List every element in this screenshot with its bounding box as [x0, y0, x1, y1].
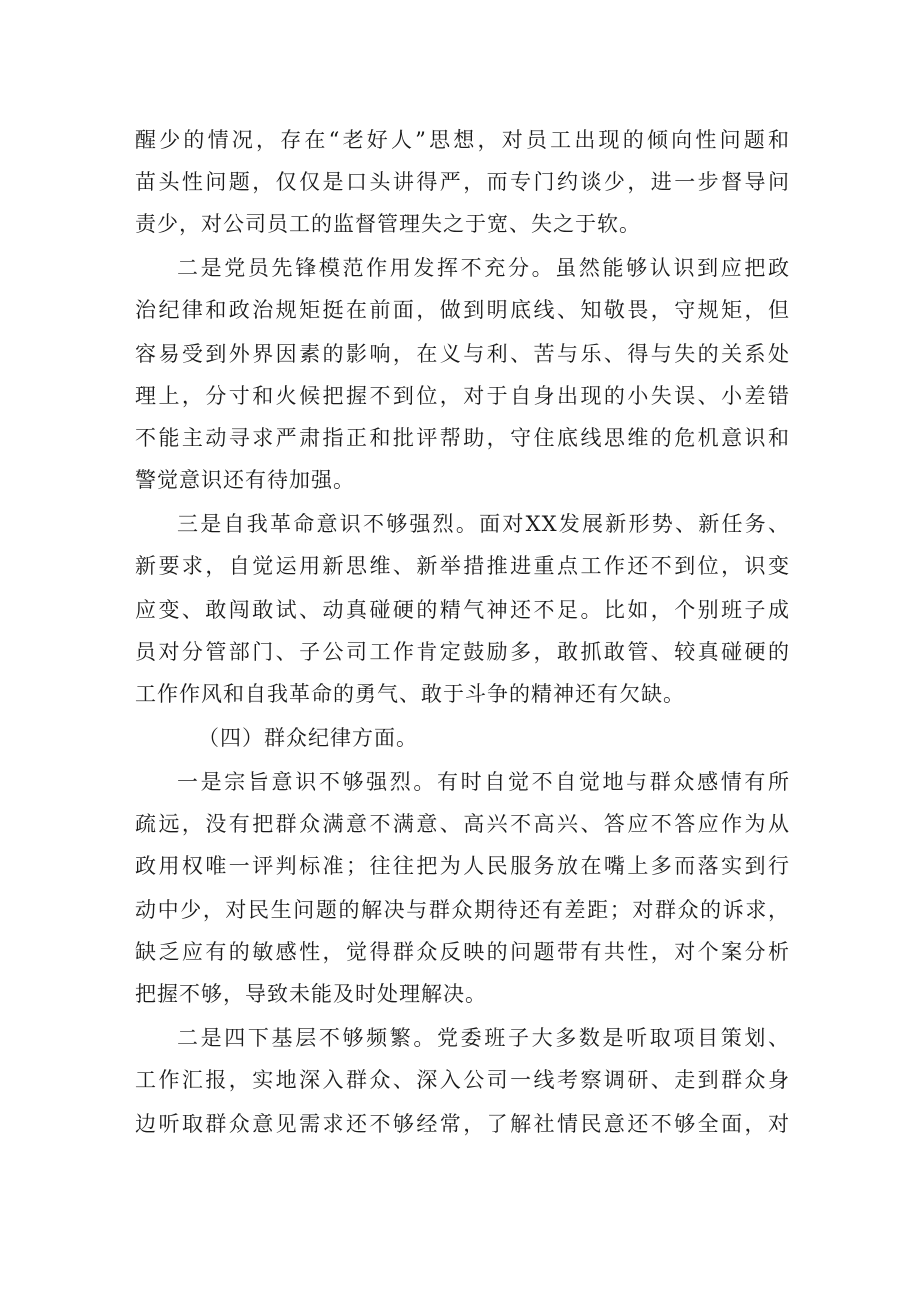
text-line: 员对分管部门、子公司工作肯定鼓励多，敢抓敢管、较真碰硬的: [135, 640, 790, 664]
text-line: 边听取群众意见需求还不够经常，了解社情民意还不够全面，对: [135, 1112, 790, 1136]
text-line: 政用权唯一评判标准；往往把为人民服务放在嘴上多而落实到行: [135, 854, 790, 878]
text-line: 疏远，没有把群众满意不满意、高兴不高兴、答应不答应作为从: [135, 812, 790, 836]
text-line: 一是宗旨意识不够强烈。有时自觉不自觉地与群众感情有所: [177, 770, 790, 794]
text-line: 二是党员先锋模范作用发挥不充分。虽然能够认识到应把政: [177, 256, 790, 280]
text-line: 理上，分寸和火候把握不到位，对于自身出现的小失误、小差错: [135, 384, 790, 408]
text-line: 警觉意识还有待加强。: [135, 468, 355, 492]
text-line: 工作汇报，实地深入群众、深入公司一线考察调研、走到群众身: [135, 1068, 790, 1092]
text-line: 不能主动寻求严肃指正和批评帮助，守住底线思维的危机意识和: [135, 426, 790, 450]
text-line: 醒少的情况，存在“老好人”思想，对员工出现的倾向性问题和: [135, 128, 790, 152]
section-heading: （四）群众纪律方面。: [198, 726, 418, 750]
text-line: 责少，对公司员工的监督管理失之于宽、失之于软。: [135, 212, 641, 236]
text-line: 二是四下基层不够频繁。党委班子大多数是听取项目策划、: [177, 1026, 790, 1050]
text-line: 新要求，自觉运用新思维、新举措推进重点工作还不到位，识变: [135, 554, 790, 578]
text-line: 应变、敢闯敢试、动真碰硬的精气神还不足。比如，个别班子成: [135, 598, 790, 622]
text-line: 动中少，对民生问题的解决与群众期待还有差距；对群众的诉求，: [135, 898, 790, 922]
text-line: 工作作风和自我革命的勇气、敢于斗争的精神还有欠缺。: [135, 682, 685, 706]
text-line: 容易受到外界因素的影响，在义与利、苦与乐、得与失的关系处: [135, 342, 790, 366]
text-line: 苗头性问题，仅仅是口头讲得严，而专门约谈少，进一步督导问: [135, 170, 790, 194]
text-line: 缺乏应有的敏感性，觉得群众反映的问题带有共性，对个案分析: [135, 940, 790, 964]
text-line: 治纪律和政治规矩挺在前面，做到明底线、知敬畏，守规矩，但: [135, 298, 790, 322]
text-line: 把握不够，导致未能及时处理解决。: [135, 982, 487, 1006]
text-line: 三是自我革命意识不够强烈。面对XX发展新形势、新任务、: [177, 512, 790, 536]
